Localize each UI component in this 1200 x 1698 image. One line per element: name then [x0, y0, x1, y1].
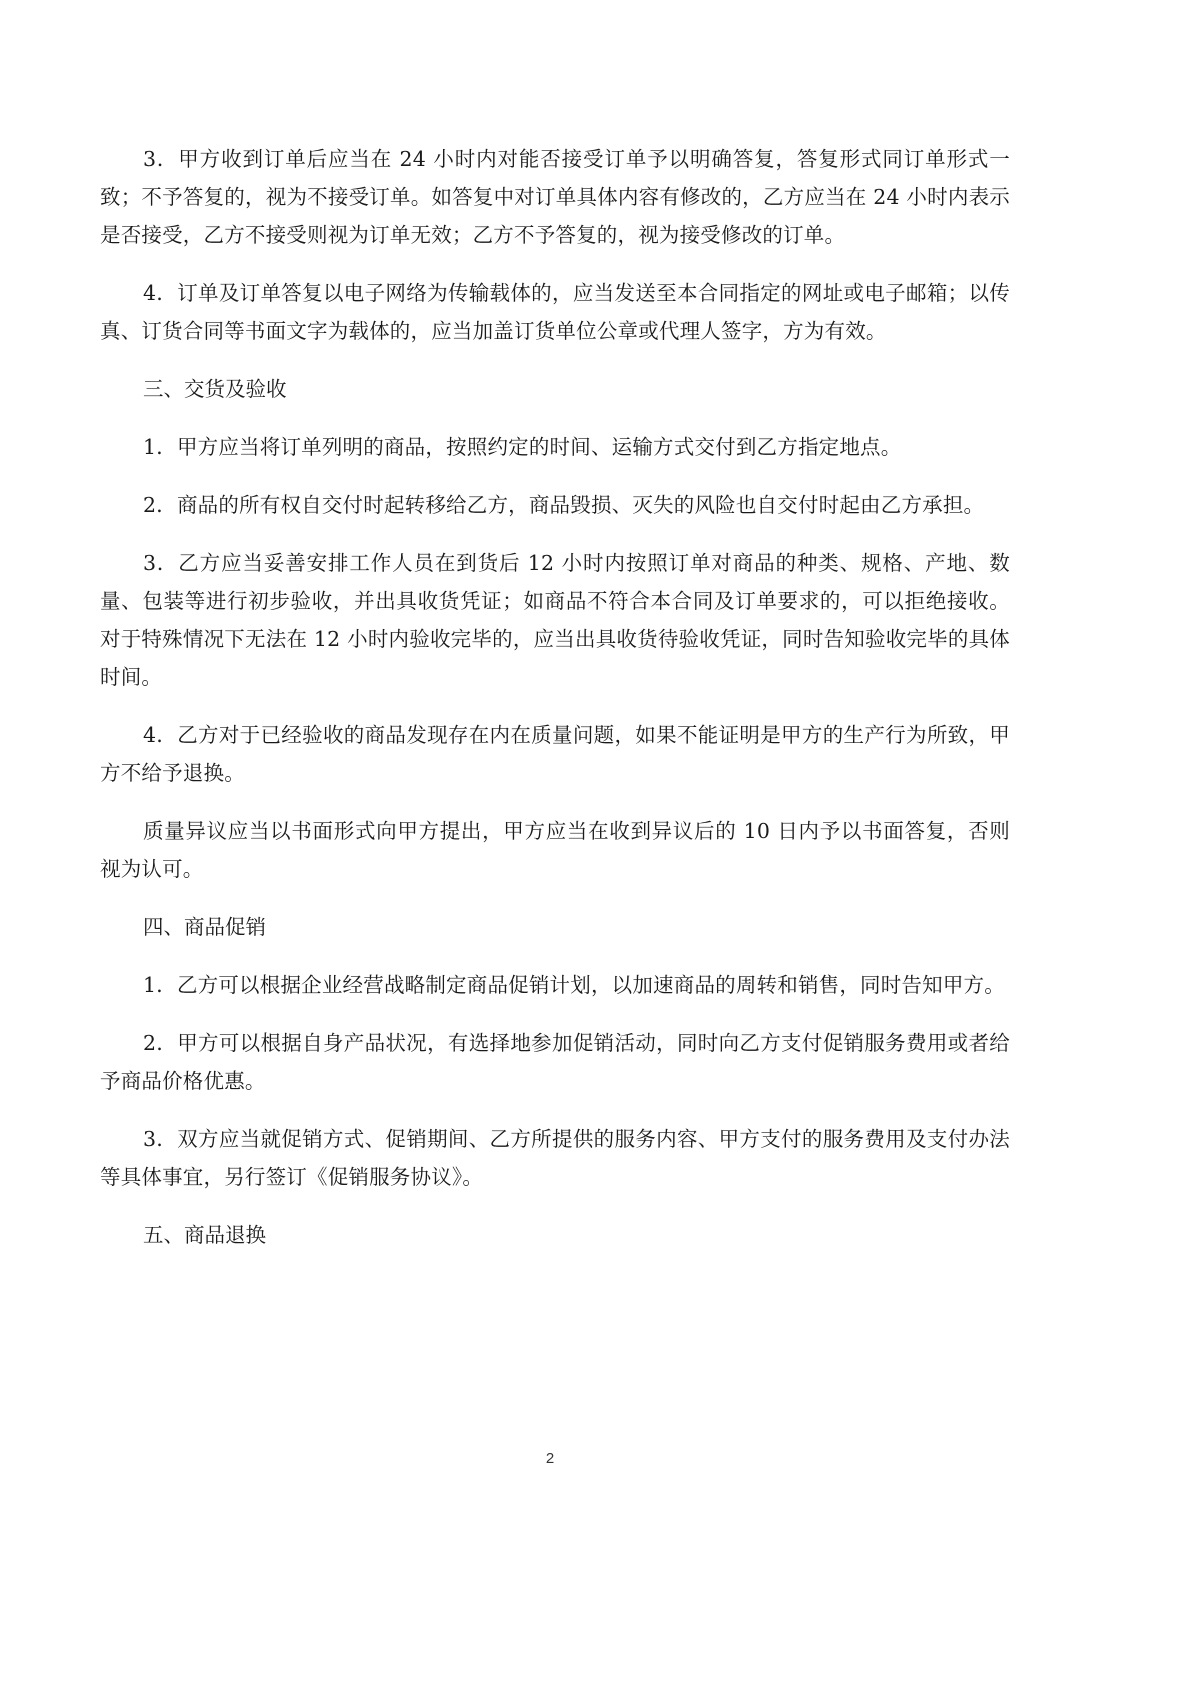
section-heading-delivery-acceptance: 三、交货及验收 — [143, 377, 287, 401]
clause-3-4-quality-issue: 4．乙方对于已经验收的商品发现存在内在质量问题，如果不能证明是甲方的生产行为所致，甲方不给予退换。 — [100, 723, 1010, 785]
section-heading-promotion: 四、商品促销 — [143, 915, 266, 939]
clause-4-3-promotion-agreement: 3．双方应当就促销方式、促销期间、乙方所提供的服务内容、甲方支付的服务费用及支付办法等具体事宜，另行签订《促销服务协议》。 — [100, 1127, 1010, 1189]
clause-2-3-order-reply: 3．甲方收到订单后应当在 24 小时内对能否接受订单予以明确答复，答复形式同订单形式一致；不予答复的，视为不接受订单。如答复中对订单具体内容有修改的，乙方应当在 24 小时内表示是否接受，乙方不接受则视为订单无效；乙方不予答复的，视为接受修改的订单。 — [100, 147, 1010, 247]
clause-3-1-delivery: 1．甲方应当将订单列明的商品，按照约定的时间、运输方式交付到乙方指定地点。 — [143, 435, 902, 459]
section-heading-returns: 五、商品退换 — [143, 1223, 266, 1247]
clause-3-2-ownership-risk: 2．商品的所有权自交付时起转移给乙方，商品毁损、灭失的风险也自交付时起由乙方承担。 — [143, 493, 985, 517]
page-number: 2 — [545, 1450, 555, 1467]
clause-4-1-promotion-plan: 1．乙方可以根据企业经营战略制定商品促销计划，以加速商品的周转和销售，同时告知甲方。 — [143, 973, 1005, 997]
clause-4-2-promotion-participation: 2．甲方可以根据自身产品状况，有选择地参加促销活动，同时向乙方支付促销服务费用或者给予商品价格优惠。 — [100, 1031, 1010, 1093]
clause-2-4-order-carrier: 4．订单及订单答复以电子网络为传输载体的，应当发送至本合同指定的网址或电子邮箱；以传真、订货合同等书面文字为载体的，应当加盖订货单位公章或代理人签字，方为有效。 — [100, 281, 1010, 343]
clause-3-quality-objection: 质量异议应当以书面形式向甲方提出，甲方应当在收到异议后的 10 日内予以书面答复，否则视为认可。 — [100, 819, 1010, 881]
clause-3-3-inspection: 3．乙方应当妥善安排工作人员在到货后 12 小时内按照订单对商品的种类、规格、产地、数量、包装等进行初步验收，并出具收货凭证；如商品不符合本合同及订单要求的，可以拒绝接收。对于特殊情况下无法在 12 小时内验收完毕的，应当出具收货待验收凭证，同时告知验收完毕的具体时间。 — [100, 551, 1010, 689]
document-body — [100, 140, 1010, 1274]
